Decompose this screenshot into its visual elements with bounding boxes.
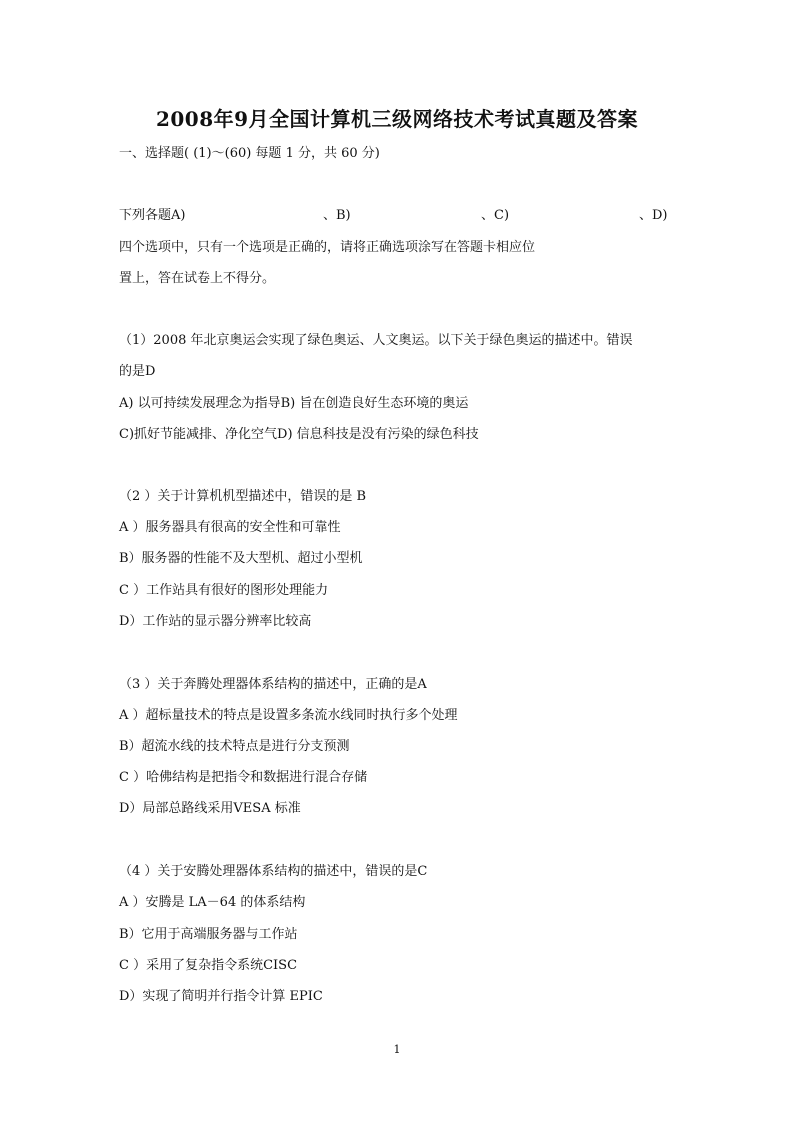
question-1-stem: （1）2008 年北京奥运会实现了绿色奥运、人文奥运。以下关于绿色奥运的描述中。错误 [119,333,633,348]
question-2-option-b: B）服务器的性能不及大型机、超过小型机 [119,551,363,566]
question-3-option-d: D）局部总路线采用VESA 标准 [119,801,301,816]
intro-line-1 [119,208,667,224]
intro-line-2: 四个选项中，只有一个选项是正确的，请将正确选项涂写在答题卡相应位 [119,240,536,255]
question-4-option-a: A ）安腾是 LA－64 的体系结构 [119,895,306,910]
intro-option-b: 、B) [323,208,351,223]
question-4-stem: （4 ）关于安腾处理器体系结构的描述中，错误的是C [119,864,428,879]
page-number: 1 [393,1043,401,1056]
intro-prefix: 下列各题A) [119,208,186,223]
question-3-option-b: B）超流水线的技术特点是进行分支预测 [119,739,350,754]
question-2-stem: （2 ）关于计算机机型描述中，错误的是 B [119,489,367,504]
question-3-option-c: C ）哈佛结构是把指令和数据进行混合存储 [119,770,368,785]
document-title: 2008年9月全国计算机三级网络技术考试真题及答案 [155,107,639,131]
intro-line-3: 置上，答在试卷上不得分。 [119,271,276,286]
question-2-option-a: A ）服务器具有很高的安全性和可靠性 [119,520,341,535]
question-1-option-ab: A) 以可持续发展理念为指导B) 旨在创造良好生态环境的奥运 [119,396,469,411]
question-2-option-c: C ）工作站具有很好的图形处理能力 [119,583,329,598]
intro-option-c: 、C) [481,208,510,223]
question-4-option-b: B）它用于高端服务器与工作站 [119,927,298,942]
question-1-option-cd: C)抓好节能减排、净化空气D) 信息科技是没有污染的绿色科技 [119,427,479,442]
question-3-stem: （3 ）关于奔腾处理器体系结构的描述中，正确的是A [119,677,427,692]
question-4-option-c: C ）采用了复杂指令系统CISC [119,958,298,973]
question-1-stem-cont: 的是D [119,364,156,379]
question-2-option-d: D）工作站的显示器分辨率比较高 [119,614,312,629]
question-3-option-a: A ）超标量技术的特点是设置多条流水线同时执行多个处理 [119,708,458,723]
intro-option-d: 、D) [639,208,668,223]
question-4-option-d: D）实现了简明并行指令计算 EPIC [119,989,323,1004]
section-header: 一、选择题( (1)～(60) 每题 1 分，共 60 分) [119,146,380,161]
